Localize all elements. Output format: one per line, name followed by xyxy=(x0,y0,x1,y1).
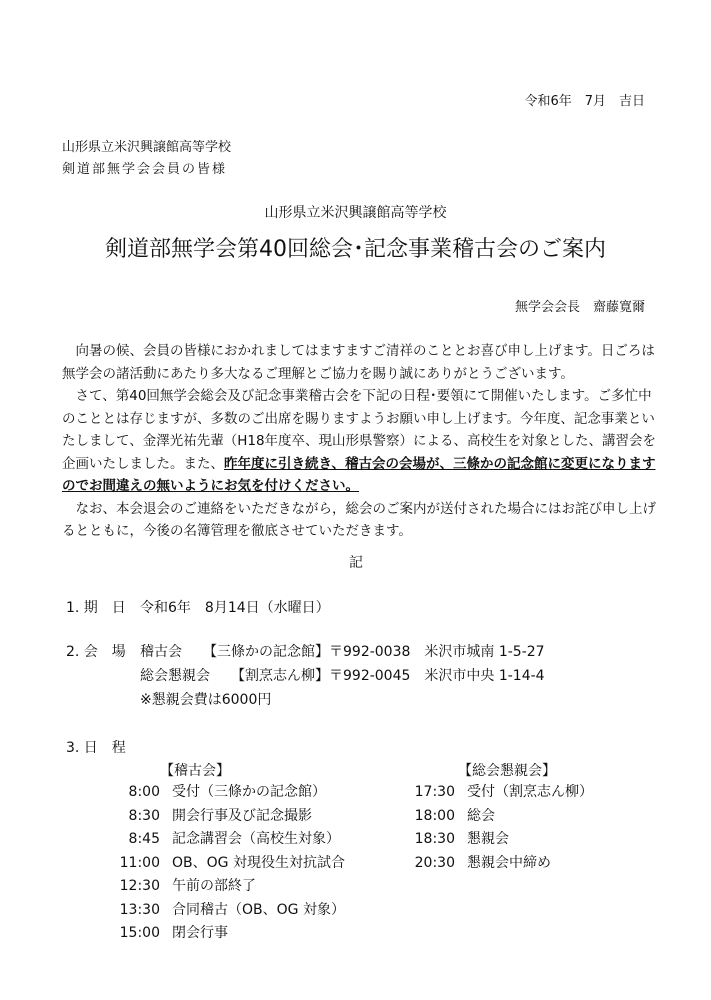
section3-label: 3. 日 程 xyxy=(66,740,126,756)
schedule-item: OB、OG 対現役生対抗試合 xyxy=(172,854,345,871)
schedule-item: 懇親会中締め xyxy=(467,854,551,871)
schedule-time: 15:00 xyxy=(119,925,160,941)
fee-note: ※懇親会費は6000円 xyxy=(140,692,272,708)
schedule-item: 受付（三條かの記念館） xyxy=(172,784,326,800)
recipient-group: 剣道部無学会会員の皆様 xyxy=(62,162,228,177)
schedule-item: 受付（割烹志ん柳） xyxy=(467,784,593,800)
schedule-time: 18:30 xyxy=(414,831,455,847)
page-title: 剣道部無学会第40回総会･記念事業稽古会のご案内 xyxy=(105,237,606,262)
schedule-time: 17:30 xyxy=(414,784,455,800)
ki-heading: 記 xyxy=(349,555,363,571)
letter-body xyxy=(62,340,660,543)
schedule-row xyxy=(110,805,345,829)
schedule-row xyxy=(110,875,345,899)
schedule-row xyxy=(405,805,593,829)
keiko-header: 【稽古会】 xyxy=(160,763,230,779)
schedule-time: 8:30 xyxy=(128,807,160,824)
paragraph-greeting: 向暑の候、会員の皆様におかれましてはますますご清祥のこととお喜び申し上げます。日ごろは無学会の諸活動にあたり多大なるご理解とご協力を賜り誠にありがとうございます。 xyxy=(62,343,655,382)
sokai-header: 【総会懇親会】 xyxy=(458,763,556,779)
venue-sokai: 総会懇親会 【割烹志ん柳】〒992-0045 米沢市中央 1-14-4 xyxy=(140,668,545,684)
schedule-item: 閉会行事 xyxy=(172,925,228,941)
schedule-item: 合同稽古（OB、OG 対象） xyxy=(172,901,345,918)
schedule-row xyxy=(405,781,593,805)
schedule-time: 11:00 xyxy=(119,854,160,871)
venue-change-notice: 昨年度に引き続き、稽古会の会場が、三條かの記念館に変更になりますのでお間違えの無いようにお気を付けください。 xyxy=(62,455,656,494)
schedule-row xyxy=(110,781,345,805)
venue-keiko: 稽古会 【三條かの記念館】〒992-0038 米沢市城南 1-5-27 xyxy=(140,644,545,660)
section1-value: 令和6年 8月14日（水曜日） xyxy=(140,600,330,616)
letter-date: 令和6年 7月 吉日 xyxy=(524,94,645,109)
schedule-row xyxy=(110,852,345,876)
schedule-item: 午前の部終了 xyxy=(172,878,256,894)
schedule-item: 開会行事及び記念撮影 xyxy=(172,807,312,824)
schedule-row xyxy=(110,922,345,946)
announcement-text: さて、第40回無学会総会及び記念事業稽古会を下記の日程･要領にて開催いたします。ご多忙中のこととは存じますが、多数のご出席を賜りますようお願い申し上げます。今年度、記念事業といたしまして、金澤光祐先輩（H18年度卒、現山形県警察）による、高校生を対象とした、講習会を企画いたしました。また、 xyxy=(62,388,657,472)
sokai-schedule xyxy=(405,781,593,875)
paragraph-announcement xyxy=(62,385,660,498)
schedule-time: 20:30 xyxy=(414,854,455,871)
recipient-school: 山形県立米沢興譲館高等学校 xyxy=(62,140,232,155)
schedule-time: 12:30 xyxy=(119,878,160,894)
schedule-row xyxy=(405,828,593,852)
schedule-time: 13:30 xyxy=(119,901,160,918)
keiko-schedule xyxy=(110,781,345,946)
section2-label: 2. 会 場 xyxy=(66,644,126,660)
schedule-item: 記念講習会（高校生対象） xyxy=(172,831,340,847)
schedule-item: 総会 xyxy=(467,807,495,824)
schedule-row xyxy=(110,899,345,923)
sender: 無学会会長 齋藤寛爾 xyxy=(514,300,645,315)
paragraph-apology: なお、本会退会のご連絡をいただきながら，総会のご案内が送付された場合にはお詫び申し上げるとともに，今後の名簿管理を徹底させていただきます。 xyxy=(62,500,656,539)
schedule-time: 8:45 xyxy=(128,831,160,847)
section1-label: 1. 期 日 xyxy=(66,600,126,616)
schedule-time: 18:00 xyxy=(414,807,455,824)
schedule-time: 8:00 xyxy=(128,784,160,800)
schedule-item: 懇親会 xyxy=(467,831,509,847)
header-school: 山形県立米沢興譲館高等学校 xyxy=(264,205,447,221)
schedule-row xyxy=(110,828,345,852)
schedule-row xyxy=(405,852,593,876)
